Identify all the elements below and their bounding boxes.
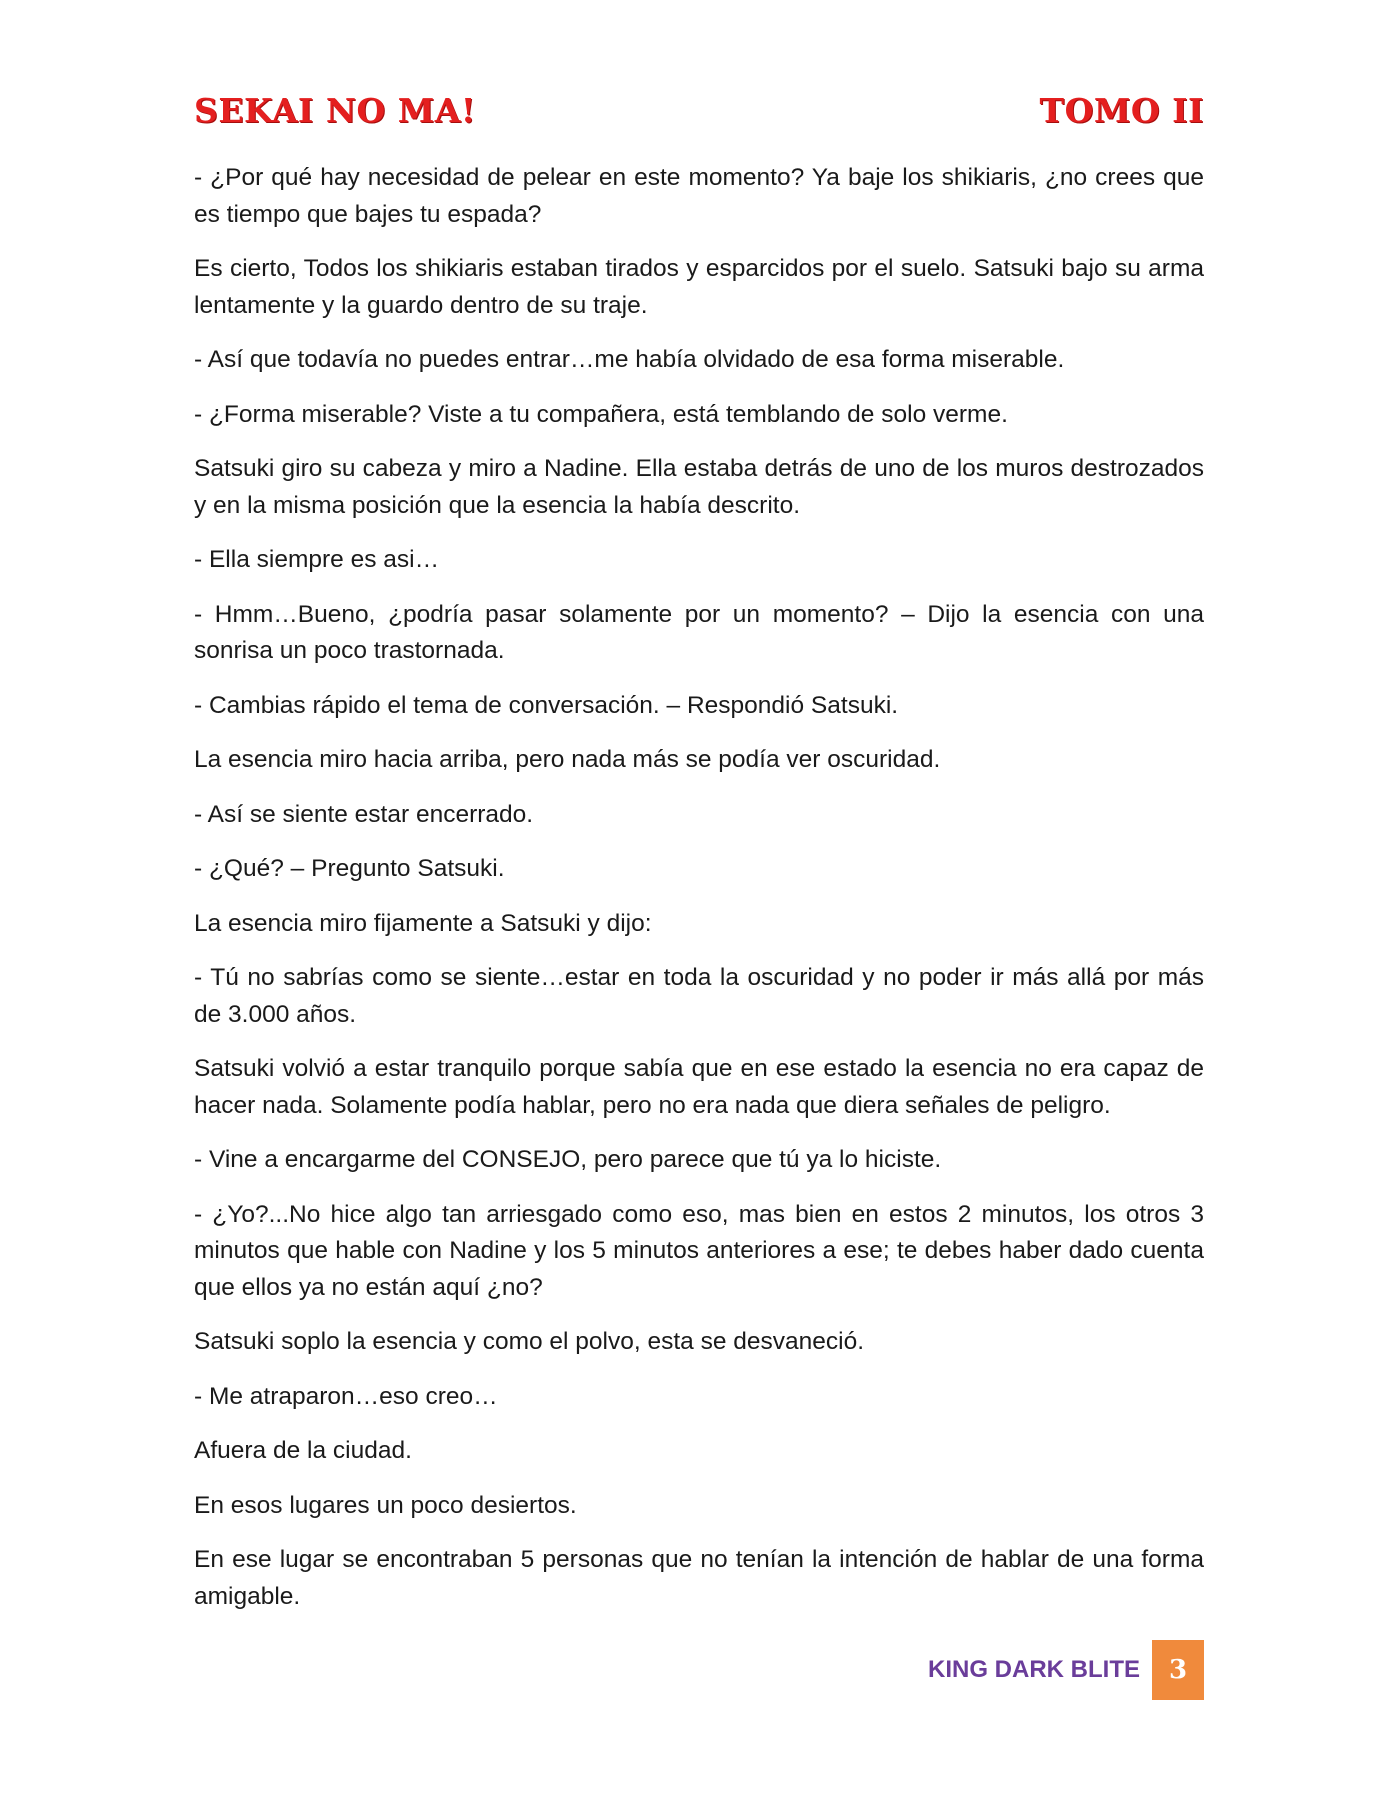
page-number-badge — [1152, 1640, 1204, 1700]
paragraph: Afuera de la ciudad. — [194, 1437, 412, 1464]
author-name: KING DARK BLITE — [928, 1656, 1140, 1683]
paragraph: - Ella siempre es asi… — [194, 546, 440, 573]
paragraph: Satsuki giro su cabeza y miro a Nadine. Ella estaba detrás de uno de los muros destrozados y en la misma posición que la esencia la había descrito. — [194, 455, 1204, 519]
paragraph: En esos lugares un poco desiertos. — [194, 1491, 577, 1519]
body-text — [194, 160, 1204, 1633]
volume-title: TOMO II — [1039, 90, 1204, 130]
paragraph: - Hmm…Bueno, ¿podría pasar solamente por un momento? – Dijo la esencia con una sonrisa un poco trastornada. — [194, 600, 1204, 664]
page-header — [194, 88, 1204, 132]
paragraph: - Así se siente estar encerrado. — [194, 800, 534, 828]
series-title: SEKAI NO MA! — [194, 90, 476, 130]
paragraph: - ¿Qué? – Pregunto Satsuki. — [194, 855, 505, 882]
paragraph: La esencia miro hacia arriba, pero nada más se podía ver oscuridad. — [194, 746, 941, 773]
paragraph: Satsuki volvió a estar tranquilo porque sabía que en ese estado la esencia no era capaz de hacer nada. Solamente podía hablar, pero no era nada que diera señales de peligro. — [194, 1055, 1204, 1119]
paragraph: Es cierto, Todos los shikiaris estaban tirados y esparcidos por el suelo. Satsuki bajo su arma lentamente y la guardo dentro de su traje. — [194, 255, 1204, 319]
paragraph: Satsuki soplo la esencia y como el polvo, esta se desvaneció. — [194, 1328, 865, 1355]
paragraph: - Así que todavía no puedes entrar…me había olvidado de esa forma miserable. — [194, 346, 1065, 373]
paragraph: La esencia miro fijamente a Satsuki y dijo: — [194, 909, 652, 937]
paragraph: - ¿Por qué hay necesidad de pelear en este momento? Ya baje los shikiaris, ¿no crees que es tiempo que bajes tu espada? — [194, 164, 1204, 228]
paragraph: - Me atraparon…eso creo… — [194, 1382, 498, 1410]
paragraph: - ¿Forma miserable? Viste a tu compañera, está temblando de solo verme. — [194, 400, 1008, 428]
page-footer — [928, 1640, 1204, 1700]
paragraph: En ese lugar se encontraban 5 personas que no tenían la intención de hablar de una forma amigable. — [194, 1546, 1204, 1610]
page-number: 3 — [1168, 1655, 1188, 1685]
paragraph: - Cambias rápido el tema de conversación. – Respondió Satsuki. — [194, 691, 899, 719]
paragraph: - Tú no sabrías como se siente…estar en toda la oscuridad y no poder ir más allá por más de 3.000 años. — [194, 964, 1204, 1028]
paragraph: - ¿Yo?...No hice algo tan arriesgado como eso, mas bien en estos 2 minutos, los otros 3 minutos que hable con Nadine y los 5 minutos anteriores a ese; te debes haber dado cuenta que ellos ya no están aquí ¿no? — [194, 1200, 1204, 1301]
paragraph: - Vine a encargarme del CONSEJO, pero parece que tú ya lo hiciste. — [194, 1146, 942, 1173]
